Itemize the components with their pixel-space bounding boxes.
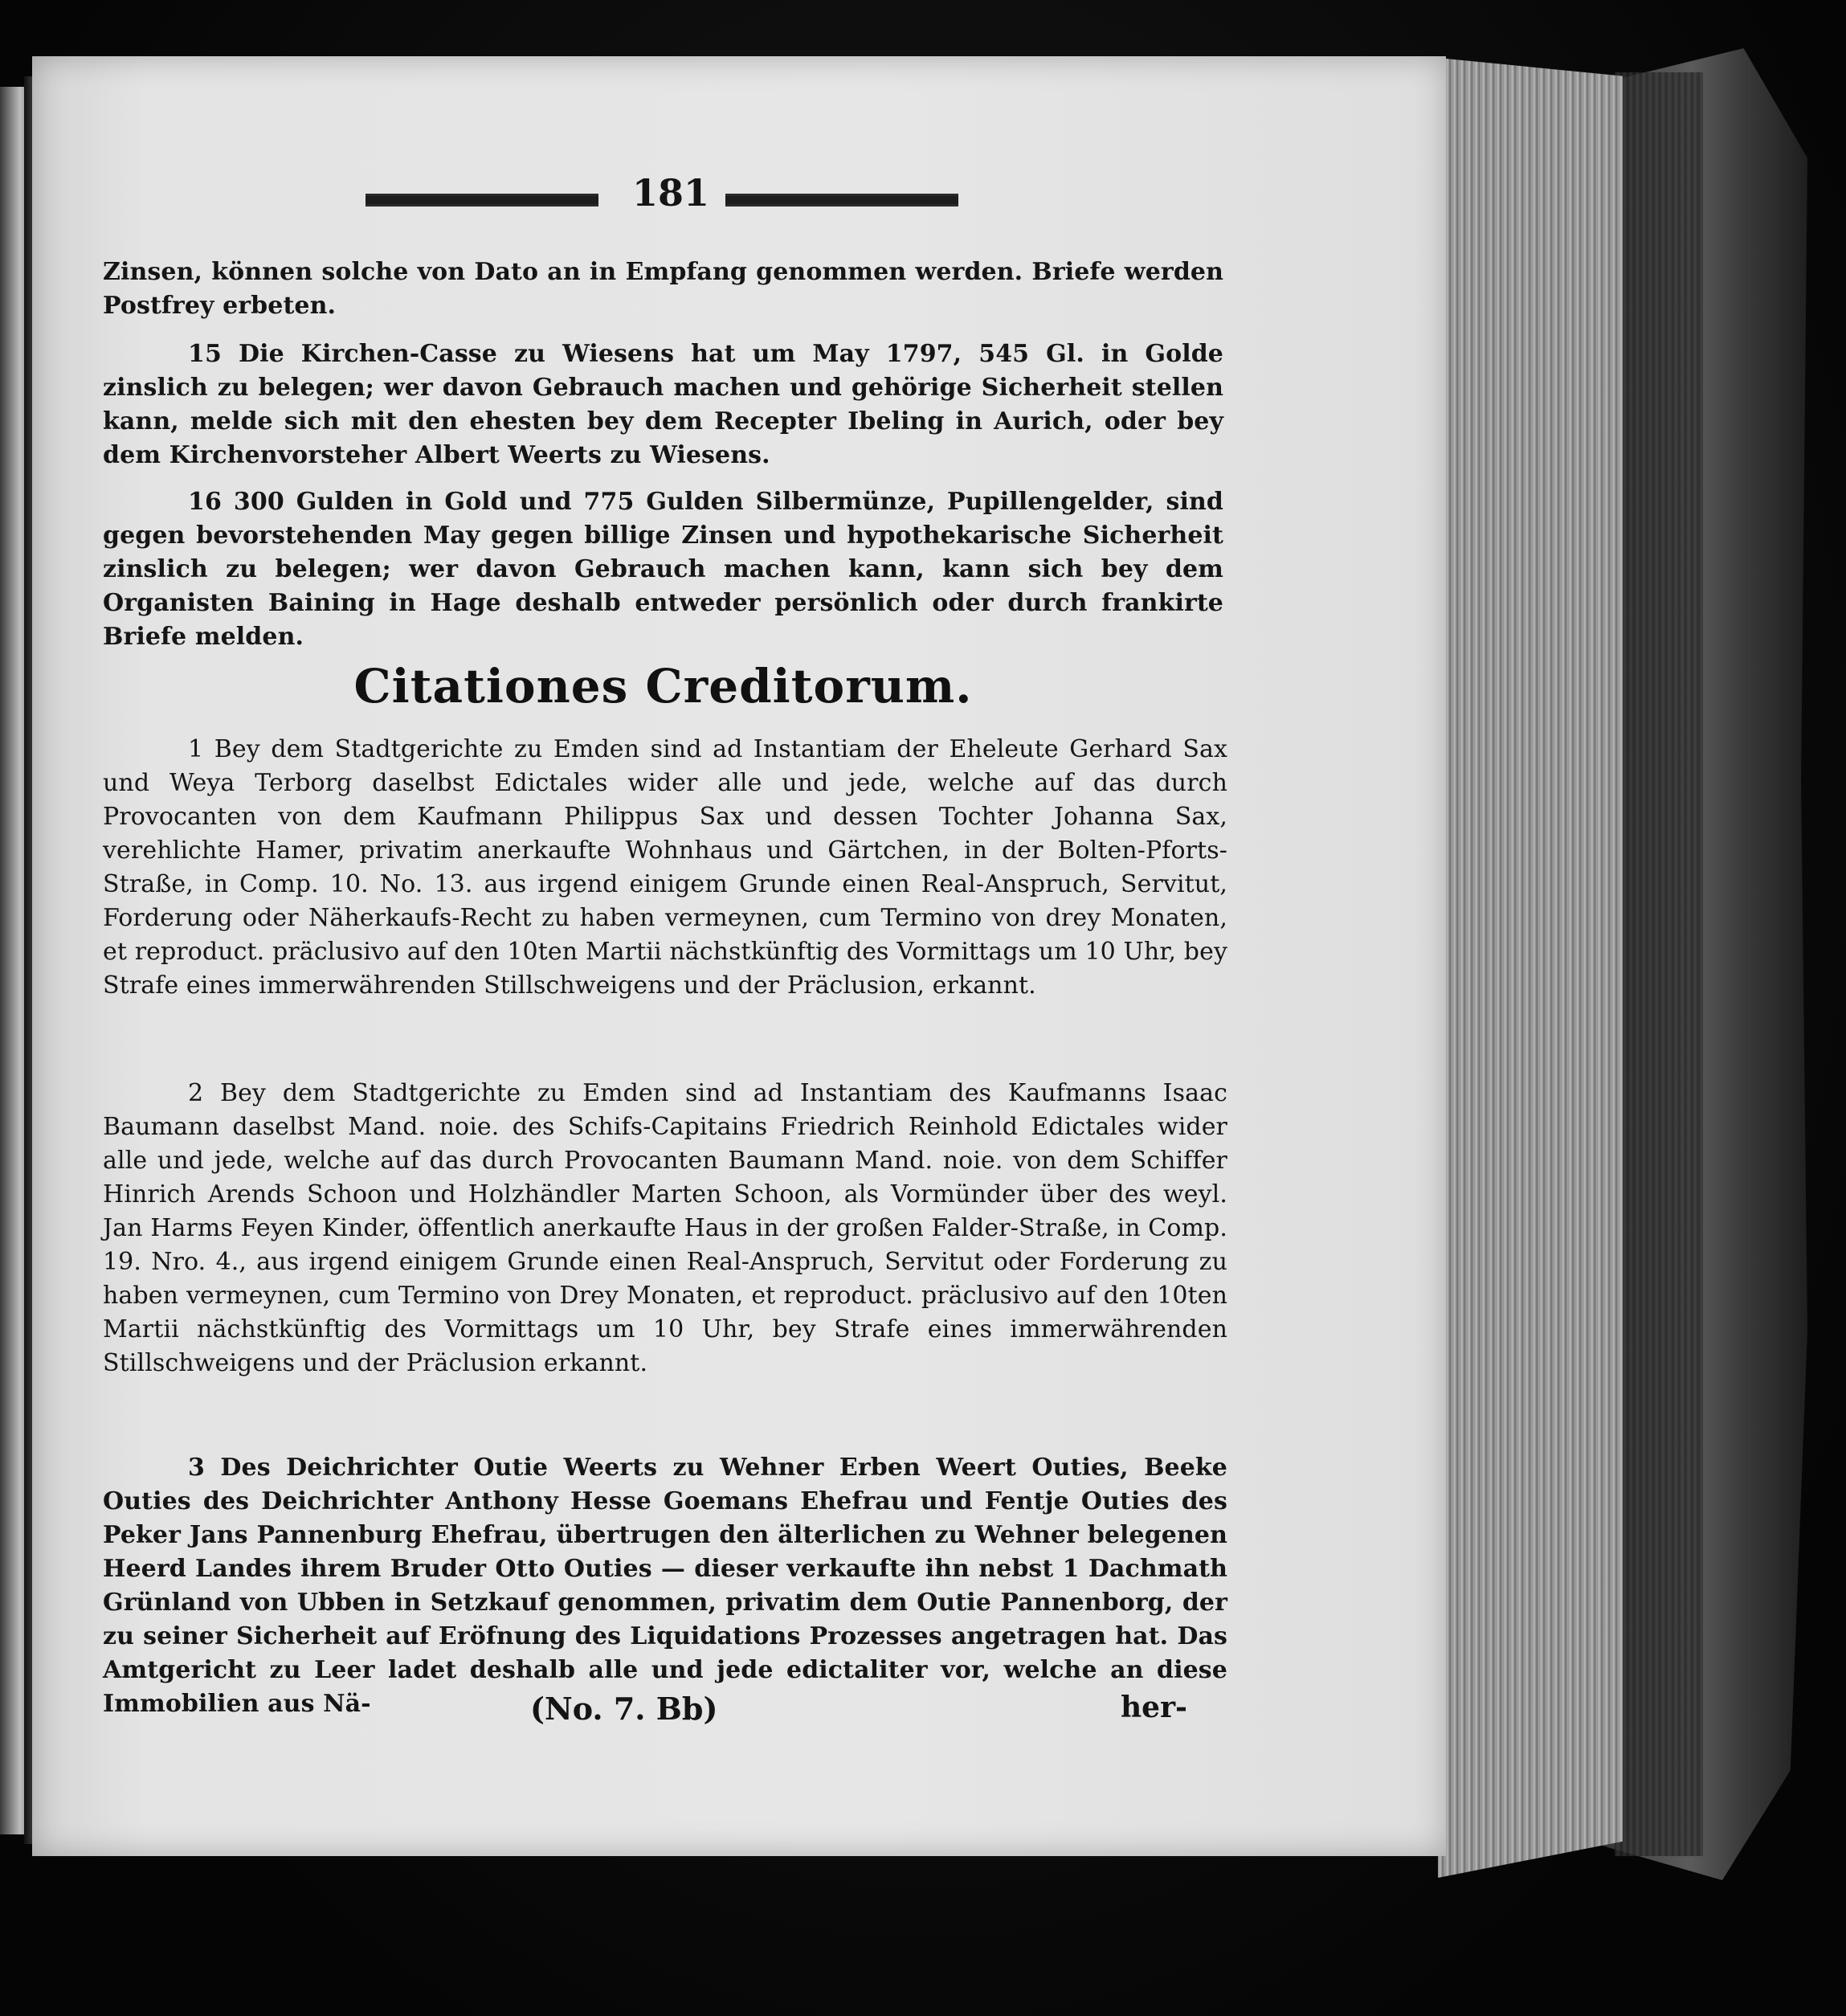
- catchword: her-: [1121, 1691, 1187, 1724]
- header-rule-left: [366, 194, 598, 207]
- citation-1: [103, 733, 1227, 1003]
- page-number: 181: [631, 171, 710, 215]
- page-stack-shadow: [1615, 72, 1703, 1856]
- paragraph-text: 3 Des Deichrichter Outie Weerts zu Wehner Erben Weert Outies, Beeke Outies des Deichrichter Anthony Hesse Goemans Ehefrau und Fentje Outies des Peker Jans Pannenburg Ehefrau, übertrugen den älterlichen zu Wehner belegenen Heerd Landes ihrem Bruder Otto Outies — dieser verkaufte ihn nebst 1 Dachmath Grünland von Ubben in Setzkauf genommen, privatim dem Outie Pannenborg, der zu seiner Sicherheit auf Eröfnung des Liquidations Prozesses angetragen hat. Das Amtgericht zu Leer ladet deshalb alle und jede edictaliter vor, welche an diese Immobilien aus Nä-: [103, 1454, 1227, 1718]
- paragraph-text: 16 300 Gulden in Gold und 775 Gulden Silbermünze, Pupillengelder, sind gegen bevorstehenden May gegen billige Zinsen und hypothekarische Sicherheit zinslich zu belegen; wer davon Gebrauch machen kann, kann sich bey dem Organisten Baining in Hage deshalb entweder persönlich oder durch frankirte Briefe melden.: [103, 488, 1223, 651]
- paragraph-text: 15 Die Kirchen-Casse zu Wiesens hat um May 1797, 545 Gl. in Golde zinslich zu belegen; wer davon Gebrauch machen und gehörige Sicherheit stellen kann, melde sich mit den ehesten bey dem Recepter Ibeling in Aurich, oder bey dem Kirchenvorsteher Albert Weerts zu Wiesens.: [103, 340, 1223, 469]
- citation-3: [103, 1451, 1227, 1721]
- continuation-paragraph: [103, 256, 1223, 323]
- citation-2: [103, 1077, 1227, 1380]
- notice-16: [103, 485, 1223, 654]
- paragraph-text: Zinsen, können solche von Dato an in Empfang genommen werden. Briefe werden Postfrey erbeten.: [103, 258, 1223, 320]
- notice-15: [103, 337, 1223, 472]
- paragraph-text: 2 Bey dem Stadtgerichte zu Emden sind ad Instantiam des Kaufmanns Isaac Baumann daselbst Mand. noie. des Schifs-Capitains Friedrich Reinhold Edictales wider alle und jede, welche auf das durch Provocanten Baumann Mand. noie. von dem Schiffer Hinrich Arends Schoon und Holzhändler Marten Schoon, als Vormünder über des weyl. Jan Harms Feyen Kinder, öffentlich anerkaufte Haus in der großen Falder-Straße, in Comp. 19. Nro. 4., aus irgend einigem Grunde einen Real-Anspruch, Servitut oder Forderung zu haben vermeynen, cum Termino von Drey Monaten, et reproduct. präclusivo auf den 10ten Martii nächstkünftig des Vormittags um 10 Uhr, bey Strafe eines immerwährenden Stillschweigens und der Präclusion erkannt.: [103, 1079, 1227, 1377]
- section-heading: Citationes Creditorum.: [353, 659, 973, 714]
- page-fore-edge: [1438, 58, 1623, 1878]
- page-header: [366, 171, 984, 229]
- paragraph-text: 1 Bey dem Stadtgerichte zu Emden sind ad Instantiam der Eheleute Gerhard Sax und Weya Terborg daselbst Edictales wider alle und jede, welche auf das durch Provocanten von dem Kaufmann Philippus Sax und dessen Tochter Johanna Sax, verehlichte Hamer, privatim anerkaufte Wohnhaus und Gärtchen, in der Bolten-Pforts-Straße, in Comp. 10. No. 13. aus irgend einigem Grunde einen Real-Anspruch, Servitut, Forderung oder Näherkaufs-Recht zu haben vermeynen, cum Termino von drey Monaten, et reproduct. präclusivo auf den 10ten Martii nächstkünftig des Vormittags um 10 Uhr, bey Strafe eines immerwährenden Stillschweigens und der Präclusion, erkannt.: [103, 735, 1227, 1000]
- header-rule-right: [725, 194, 958, 207]
- printer-signature: (No. 7. Bb): [530, 1691, 718, 1727]
